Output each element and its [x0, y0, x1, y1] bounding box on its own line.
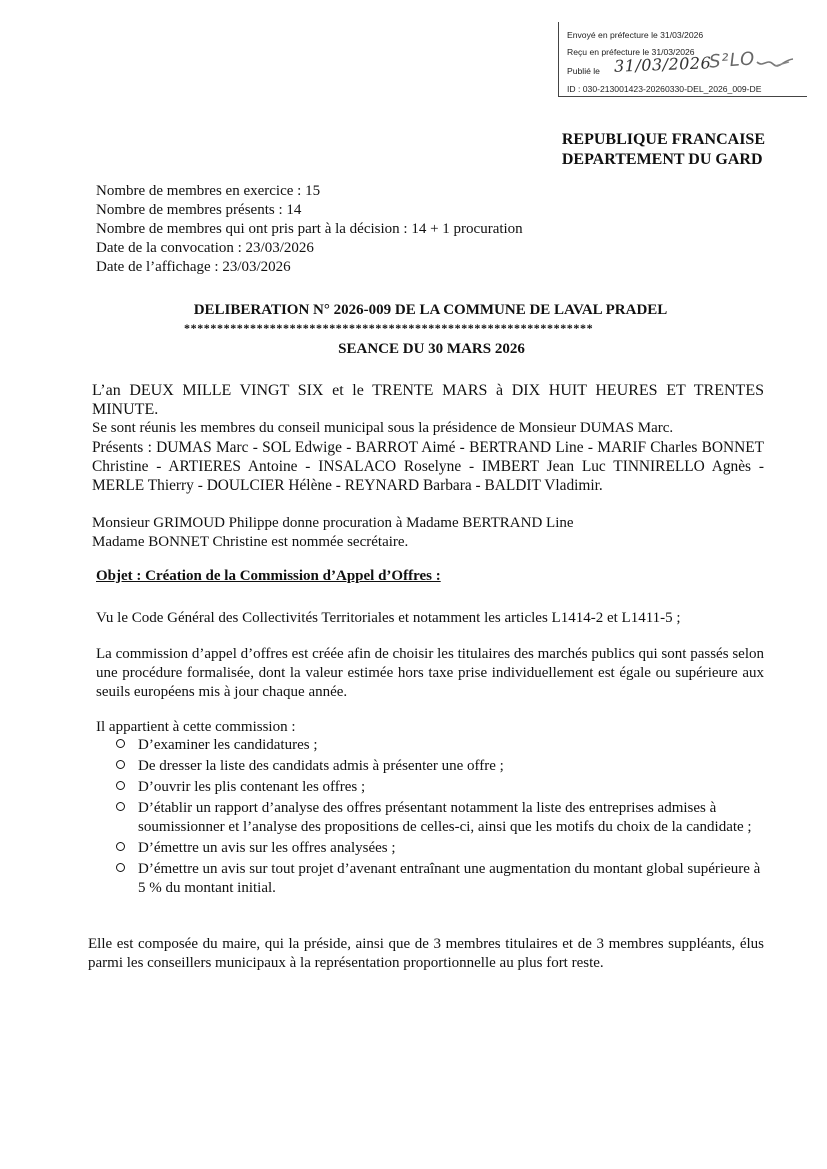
seance-title: SEANCE DU 30 MARS 2026	[338, 341, 525, 357]
list-item: D’ouvrir les plis contenant les offres ;	[116, 778, 766, 797]
list-item: D’émettre un avis sur tout projet d’avenant entraînant une augmentation du montant global supérieure à 5 % du montant initial.	[116, 860, 766, 898]
circle-bullet-icon	[116, 802, 125, 811]
info-line: Date de la convocation : 23/03/2026	[96, 240, 314, 256]
prefecture-stamp	[558, 22, 807, 97]
circle-bullet-icon	[116, 781, 125, 790]
stamp-published-label: Publié le	[567, 66, 600, 76]
circle-bullet-icon	[116, 863, 125, 872]
stamp-handwritten-initials: S²LO	[708, 48, 756, 73]
stamp-sent-line: Envoyé en préfecture le 31/03/2026	[567, 30, 704, 40]
stamp-id-line: ID : 030-213001423-20260330-DEL_2026_009-DE	[567, 84, 762, 94]
list-item: D’établir un rapport d’analyse des offres présentant notamment la liste des entreprises admises à soumissionner et l’analyse des propositions de celles-ci, ainsi que les motifs du choix de la candidate ;	[116, 799, 766, 837]
vu-paragraph: Vu le Code Général des Collectivités Territoriales et notamment les articles L1414-2 et L1411-5 ;	[96, 610, 681, 626]
preamble-proxy: Monsieur GRIMOUD Philippe donne procuration à Madame BERTRAND Line	[92, 515, 574, 531]
list-intro: Il appartient à cette commission :	[96, 719, 296, 735]
commission-duties-list	[116, 736, 766, 900]
preamble-meeting: Se sont réunis les membres du conseil municipal sous la présidence de Monsieur DUMAS Marc.	[92, 420, 674, 436]
signature-scrawl-icon	[755, 56, 795, 70]
circle-bullet-icon	[116, 842, 125, 851]
info-line: Nombre de membres en exercice : 15	[96, 183, 321, 199]
preamble-present: Présents : DUMAS Marc - SOL Edwige - BARROT Aimé - BERTRAND Line - MARIF Charles BONNET Christine - ARTIERES Antoine - INSALACO Roselyne - IMBERT Jean Luc TINNIRELLO Agnès - MERLE Thierry - DOULCIER Hélène - REYNARD Barbara - BALDIT Vladimir.	[92, 439, 764, 494]
member-info	[96, 182, 523, 277]
deliberation-title: DELIBERATION N° 2026-009 DE LA COMMUNE DE LAVAL PRADEL	[193, 302, 668, 318]
objet-heading: Objet : Création de la Commission d’Appel d’Offres :	[96, 568, 441, 584]
circle-bullet-icon	[116, 760, 125, 769]
body-paragraph-2: Elle est composée du maire, qui la préside, ainsi que de 3 membres titulaires et de 3 membres suppléants, élus parmi les conseillers municipaux à la représentation proportionnelle au plus fort reste.	[88, 936, 764, 971]
circle-bullet-icon	[116, 739, 125, 748]
list-item: De dresser la liste des candidats admis à présenter une offre ;	[116, 757, 766, 776]
stamp-handwritten-date: 31/03/2026	[613, 53, 712, 76]
republic-title: REPUBLIQUE FRANCAISE	[561, 131, 765, 148]
seance-title-row	[0, 341, 827, 358]
department-title: DEPARTEMENT DU GARD	[561, 151, 763, 168]
info-line: Nombre de membres présents : 14	[96, 202, 302, 218]
deliberation-title-row	[0, 302, 827, 319]
list-item: D’examiner les candidatures ;	[116, 736, 766, 755]
list-item: D’émettre un avis sur les offres analysées ;	[116, 839, 766, 858]
body-paragraph-1: La commission d’appel d’offres est créée afin de choisir les titulaires des marchés publics qui sont passés selon une procédure formalisée, dont la valeur estimée hors taxe prise individuellement est égale ou supérieure aux seuils européens mis à jour chaque année.	[96, 646, 764, 700]
preamble-date: L’an DEUX MILLE VINGT SIX et le TRENTE MARS à DIX HUIT HEURES ET TRENTES MINUTE.	[92, 382, 764, 418]
header-block	[562, 130, 765, 170]
info-line: Date de l’affichage : 23/03/2026	[96, 259, 291, 275]
preamble-secretary: Madame BONNET Christine est nommée secrétaire.	[92, 534, 409, 550]
star-separator: **************************************************************	[184, 321, 594, 335]
stamp-received-line: Reçu en préfecture le 31/03/2026	[567, 47, 695, 57]
info-line: Nombre de membres qui ont pris part à la décision : 14 + 1 procuration	[96, 221, 523, 237]
